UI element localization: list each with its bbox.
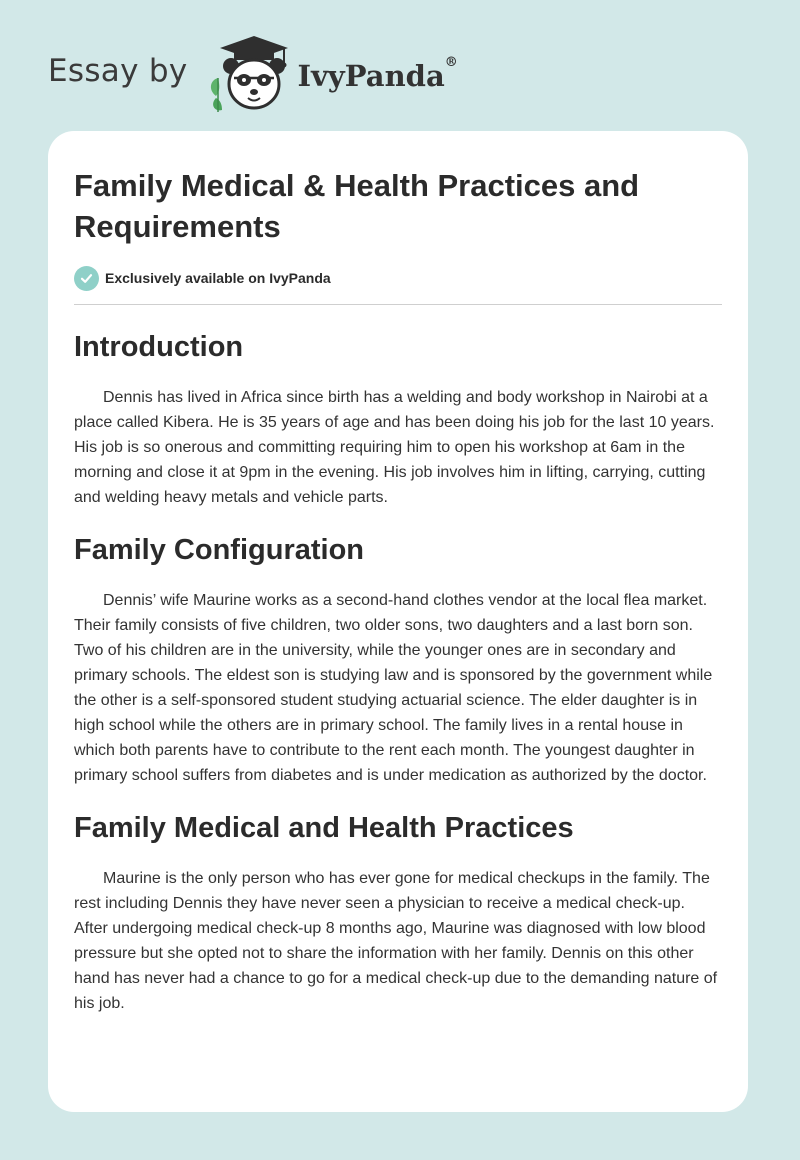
section-heading: Introduction	[74, 331, 244, 363]
section-heading: Family Medical and Health Practices	[74, 812, 574, 844]
ivypanda-logo-icon[interactable]	[204, 34, 296, 114]
page-title: Family Medical & Health Practices and Requirements	[74, 168, 640, 244]
section-introduction	[74, 329, 722, 510]
section-paragraph: Maurine is the only person who has ever gone for medical checkups in the family. The rest including Dennis they have never seen a physician to receive a medical check-up. After undergoing medical check-up 8 months ago, Maurine was diagnosed with low blood pressure but she opted not to share the information with her family. Dennis on this other hand has never had a chance to go for a medical check-up due to the demanding nature of his job.	[74, 870, 718, 1012]
ivy-leaf-icon	[210, 78, 221, 112]
section-paragraph: Dennis has lived in Africa since birth has a welding and body workshop in Nairobi at a place called Kibera. He is 35 years of age and has been doing his job for the last 10 years. His job is so onerous and committing requiring him to open his workshop at 6am in the morning and close it at 9pm in the evening. His job involves him in lifting, carrying, cutting and welding heavy metals and vehicle parts.	[74, 389, 715, 506]
section-heading: Family Configuration	[74, 534, 364, 566]
registered-mark: ®	[444, 55, 458, 70]
exclusive-label: Exclusively available on IvyPanda	[105, 270, 331, 286]
section-paragraph: Dennis’ wife Maurine works as a second-hand clothes vendor at the local flea market. Their family consists of five children, two older sons, two daughters and a last born son. Two of his children are in the university, while the younger ones are in secondary and primary schools. The eldest son is studying law and is sponsored by the government while the other is a self-sponsored student studying actuarial science. The elder daughter is in high school while the others are in primary school. The family lives in a rental house in which both parents have to contribute to the rent each month. The youngest daughter in primary school suffers from diabetes and is under medication as authorized by the doctor.	[74, 592, 713, 784]
brand-name[interactable]: IvyPanda®	[297, 55, 458, 93]
checkmark-icon	[74, 266, 99, 291]
essay-card	[48, 131, 748, 1112]
section-medical-practices	[74, 810, 722, 1016]
brand-prefix: Essay by	[48, 53, 188, 89]
divider	[74, 304, 722, 305]
section-family-configuration	[74, 532, 722, 788]
exclusive-badge	[74, 265, 722, 291]
site-header	[48, 34, 458, 114]
